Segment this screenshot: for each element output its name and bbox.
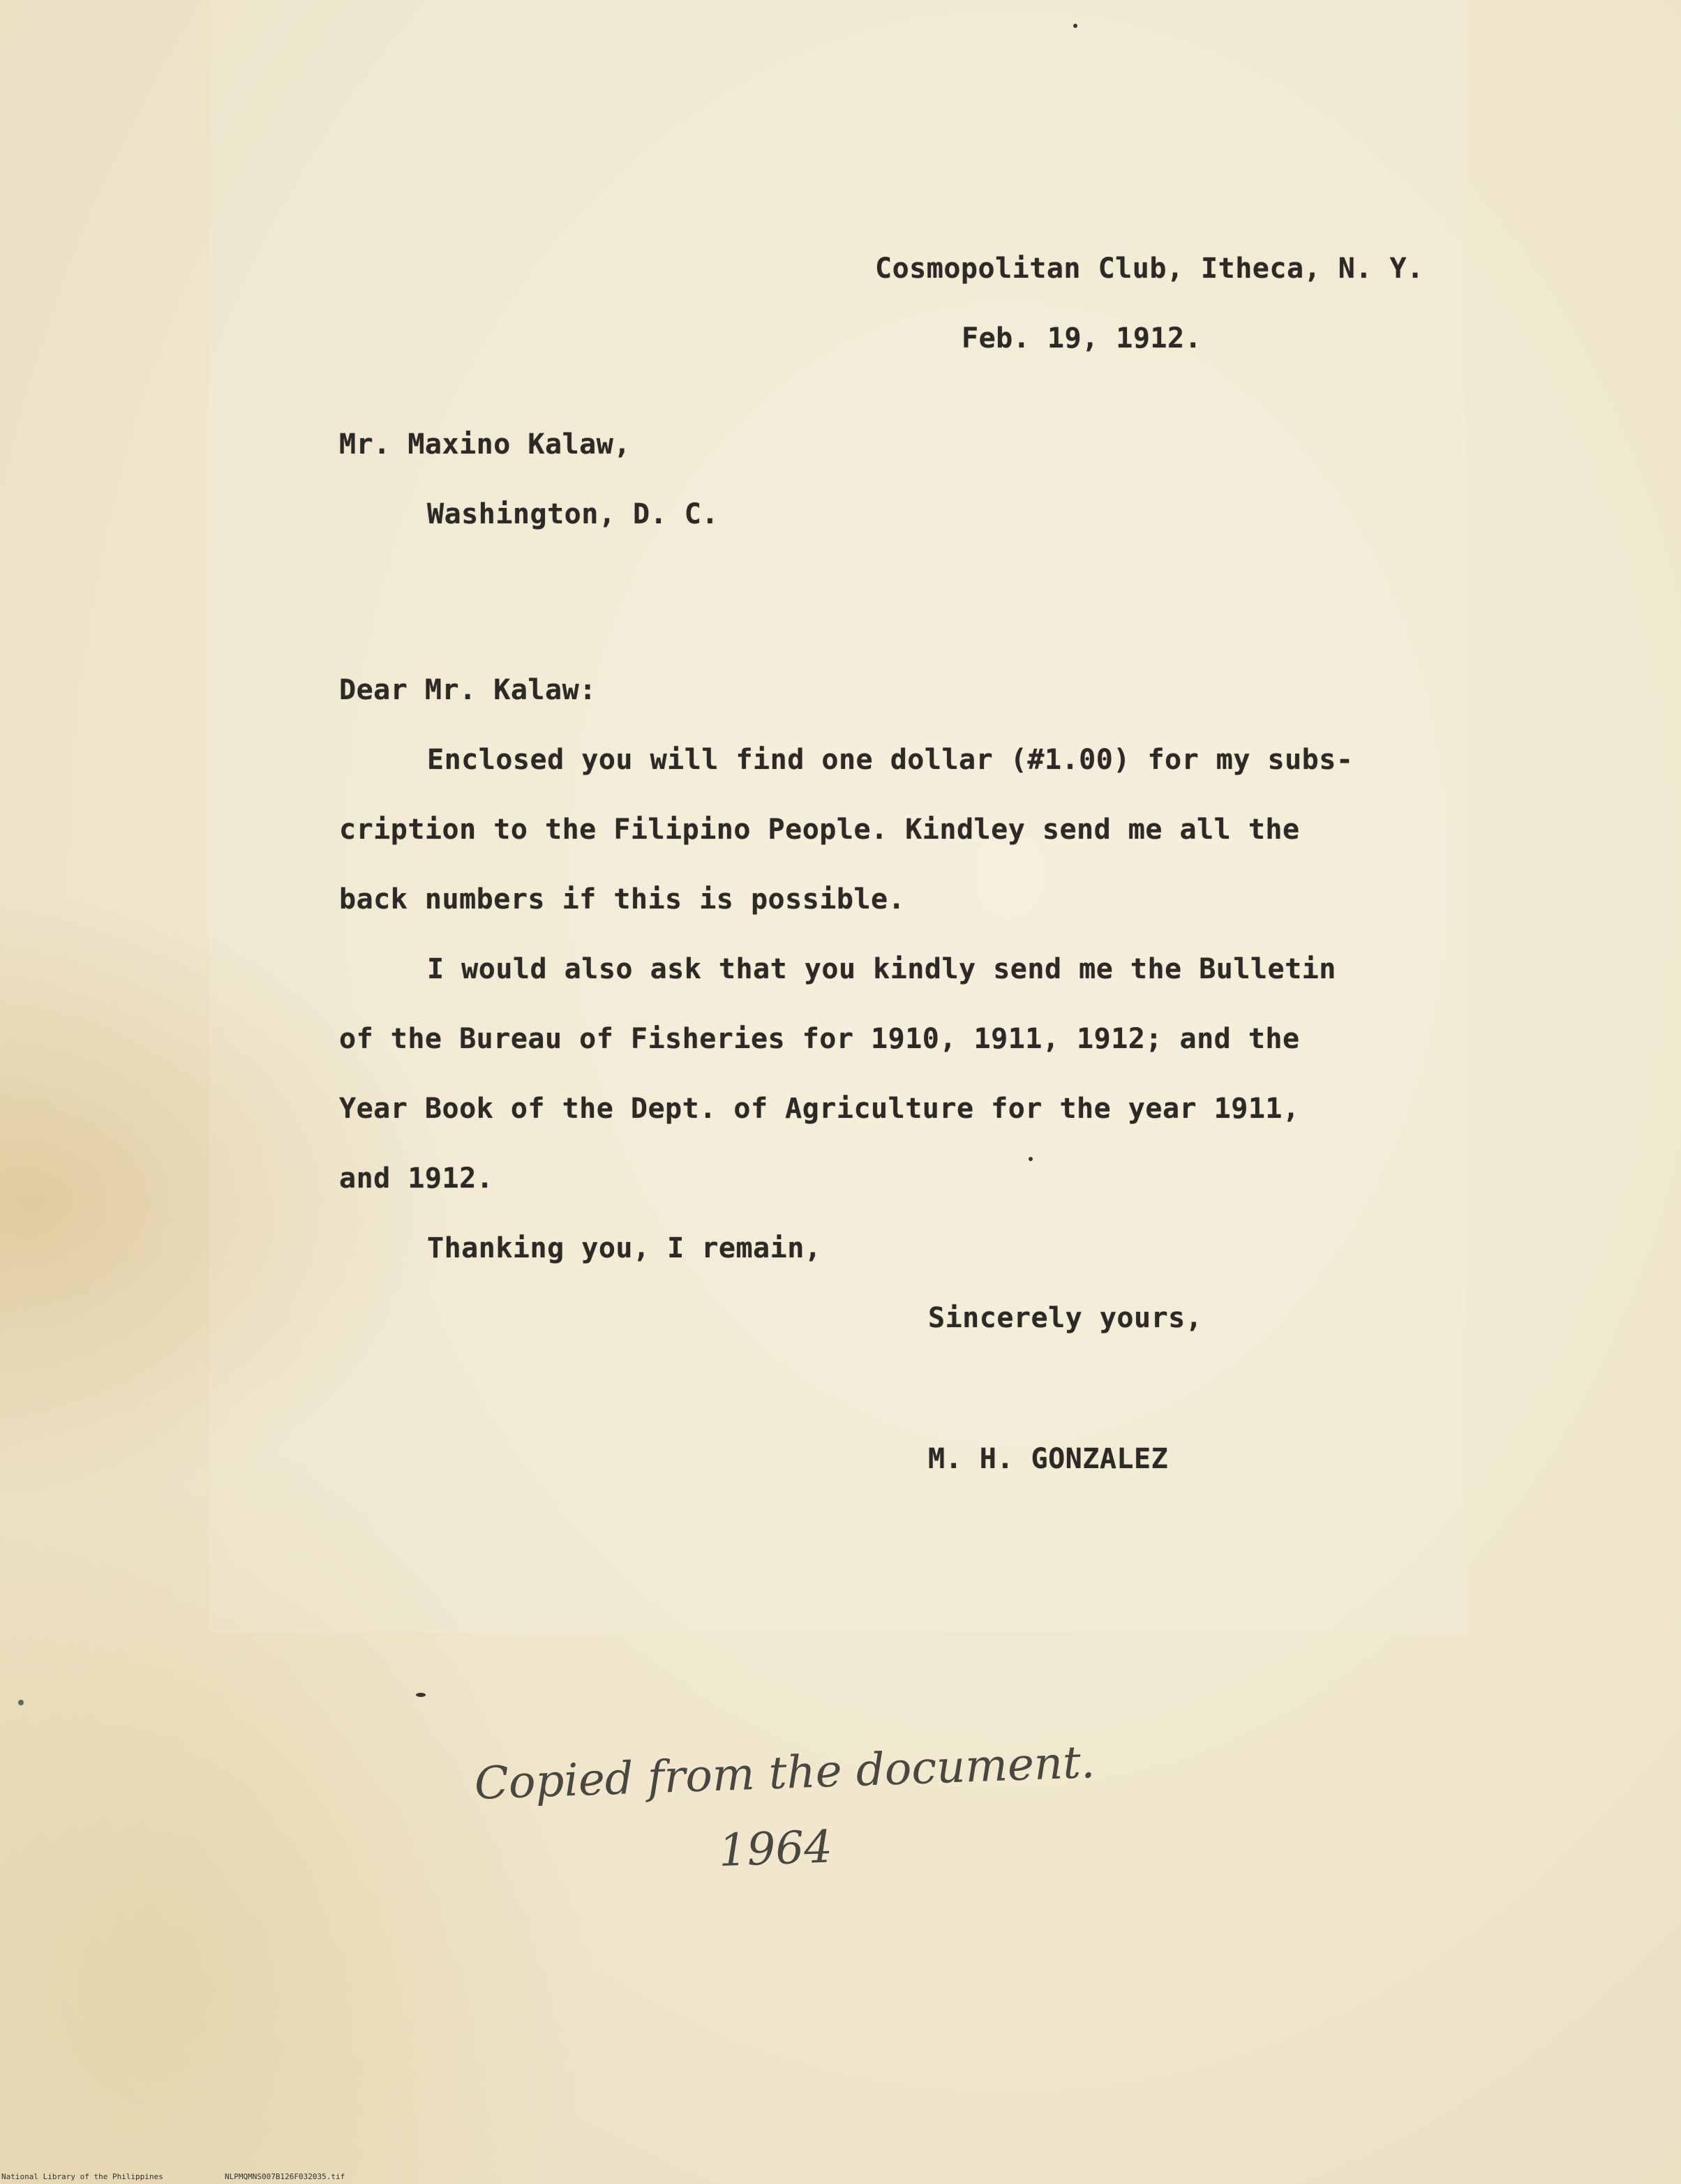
paragraph-2-line-3: Year Book of the Dept. of Agriculture for the year 1911, [339, 1093, 1300, 1125]
footer-file-id: NLPMQMNS007B126F032035.tif [225, 2172, 345, 2181]
closing-line: Thanking you, I remain, [427, 1232, 822, 1264]
handwritten-year: 1964 [717, 1821, 834, 1877]
valediction: Sincerely yours, [928, 1302, 1203, 1334]
paragraph-1-line-1: Enclosed you will find one dollar (#1.00) for my subs- [427, 744, 1354, 776]
footer-institution: National Library of the Philippines [1, 2172, 163, 2181]
paragraph-2-line-4: and 1912. [339, 1162, 494, 1195]
paper-speck [1073, 24, 1077, 28]
paragraph-2-line-2: of the Bureau of Fisheries for 1910, 1911, 1912; and the [339, 1023, 1300, 1055]
paper-speck [18, 1700, 24, 1705]
handwritten-note: Copied from the document. [473, 1736, 1096, 1810]
paragraph-2-line-1: I would also ask that you kindly send me the Bulletin [427, 953, 1336, 985]
paragraph-1-line-2: cription to the Filipino People. Kindley send me all the [339, 814, 1300, 846]
letter-date: Feb. 19, 1912. [962, 322, 1202, 354]
letterhead-place: Cosmopolitan Club, Itheca, N. Y. [875, 253, 1424, 285]
salutation: Dear Mr. Kalaw: [339, 674, 597, 706]
signature-name: M. H. GONZALEZ [928, 1443, 1169, 1475]
recipient-address: Washington, D. C. [427, 498, 719, 530]
paper-speck [1029, 1157, 1033, 1161]
paragraph-1-line-3: back numbers if this is possible. [339, 883, 906, 915]
recipient-name: Mr. Maxino Kalaw, [339, 428, 631, 461]
paper-speck [416, 1693, 426, 1697]
